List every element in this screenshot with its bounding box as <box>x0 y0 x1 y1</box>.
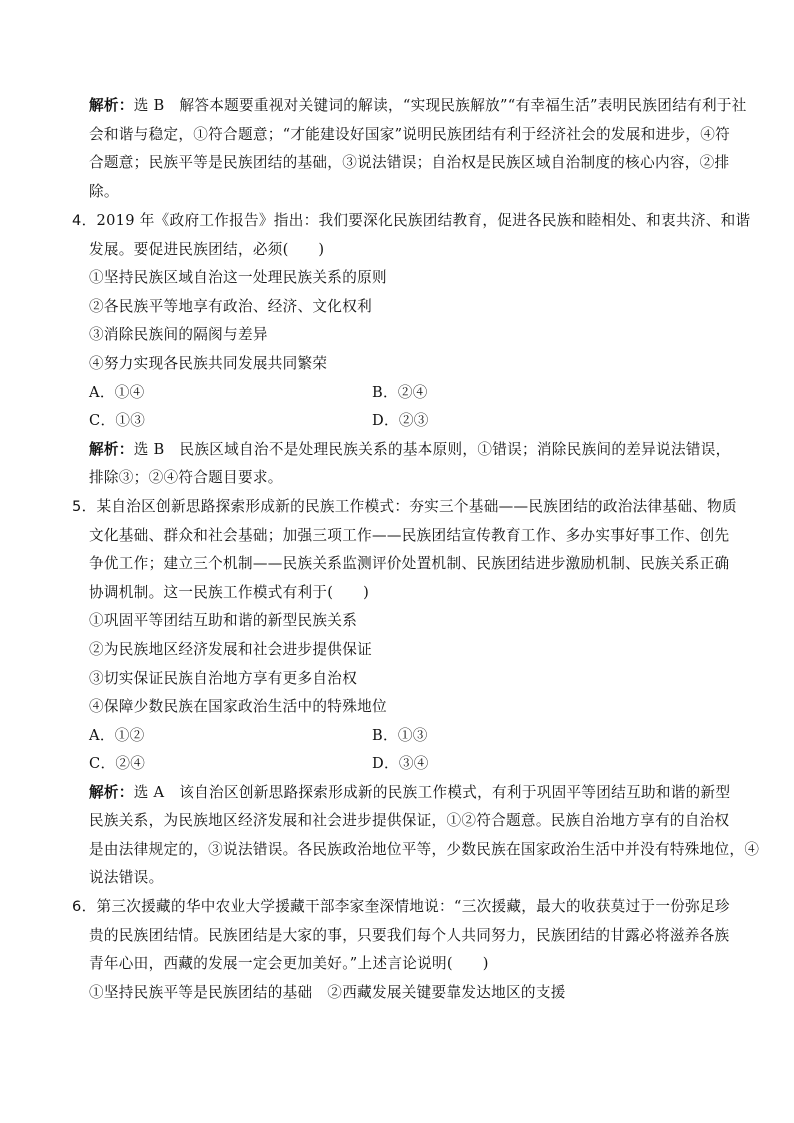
question-number: 6． <box>72 898 97 915</box>
question-5-stem-line-4: 协调机制。这一民族工作模式有利于( ) <box>89 584 370 601</box>
question-4-analysis-line-2: 排除③；②④符合题目要求。 <box>89 469 283 486</box>
question-4-option-1: ①坚持民族区域自治这一处理民族关系的原则 <box>89 269 387 286</box>
question-6-stem-line-1: 6．第三次援藏的华中农业大学援藏干部李家奎深情地说：“三次援藏，最大的收获莫过于一份弥足珍 <box>72 898 730 915</box>
analysis-label: 解析： <box>89 441 134 458</box>
question-number: 4． <box>72 212 97 229</box>
question-5-choice-a: A．①② <box>89 727 145 744</box>
analysis-label: 解析： <box>89 97 134 114</box>
analysis-answer: 选 B <box>133 97 165 114</box>
question-5-analysis-line-4: 说法错误。 <box>89 869 164 886</box>
question-5-analysis-line-2: 民族关系，为民族地区经济发展和社会进步提供保证，①②符合题意。民族自治地方享有的自治权 <box>89 812 730 829</box>
question-4-option-3: ③消除民族间的隔阂与差异 <box>89 326 268 343</box>
analysis-answer: 选 A <box>133 784 165 801</box>
question-6-stem-line-2: 贵的民族团结情。民族团结是大家的事，只要我们每个人共同努力，民族团结的甘露必将滋养各族 <box>89 927 730 944</box>
question-5-choice-b: B．①③ <box>372 727 428 744</box>
question-4-stem-line-2: 发展。要促进民族团结，必须( ) <box>89 241 325 258</box>
question-5-stem-line-3: 争优工作；建立三个机制——民族关系监测评价处置机制、民族团结进步激励机制、民族关系正确 <box>89 555 730 572</box>
question-4-option-4: ④努力实现各民族共同发展共同繁荣 <box>89 355 328 372</box>
question-number: 5． <box>72 498 97 515</box>
question-4-stem-line-1: 4．2019 年《政府工作报告》指出：我们要深化民族团结教育，促进各民族和睦相处、和衷共济、和谐 <box>72 212 751 229</box>
analysis-block-1-line-3: 合题意；民族平等是民族团结的基础，③说法错误；自治权是民族区域自治制度的核心内容，②排 <box>89 154 730 171</box>
question-5-option-2: ②为民族地区经济发展和社会进步提供保证 <box>89 641 372 658</box>
question-5-analysis-line-1: 解析：选 A 该自治区创新思路探索形成新的民族工作模式，有利于巩固平等团结互助和谐的新型 <box>89 784 731 801</box>
analysis-block-1-line-1: 解析：选 B 解答本题要重视对关键词的解读，“实现民族解放”“有幸福生活”表明民族团结有利于社 <box>89 97 747 114</box>
analysis-block-1-line-2: 会和谐与稳定，①符合题意；“才能建设好国家”说明民族团结有利于经济社会的发展和进步，④符 <box>89 126 731 143</box>
question-5-choice-d: D．③④ <box>372 755 429 772</box>
question-6-options-line: ①坚持民族平等是民族团结的基础 ②西藏发展关键要靠发达地区的支援 <box>89 984 566 1001</box>
analysis-block-1-line-4: 除。 <box>89 183 119 200</box>
question-4-choice-b: B．②④ <box>372 384 428 401</box>
question-5-option-4: ④保障少数民族在国家政治生活中的特殊地位 <box>89 698 387 715</box>
question-5-stem-line-1: 5．某自治区创新思路探索形成新的民族工作模式：夯实三个基础——民族团结的政治法律基础、物质 <box>72 498 737 515</box>
question-5-choice-c: C．②④ <box>89 755 146 772</box>
question-5-stem-line-2: 文化基础、群众和社会基础；加强三项工作——民族团结宣传教育工作、多办实事好事工作、创先 <box>89 527 730 544</box>
question-5-analysis-line-3: 是由法律规定的，③说法错误。各民族政治地位平等，少数民族在国家政治生活中并没有特殊地位，④ <box>89 841 760 858</box>
question-4-choice-d: D．②③ <box>372 412 429 429</box>
question-4-choice-a: A．①④ <box>89 384 145 401</box>
analysis-answer: 选 B <box>133 441 165 458</box>
analysis-label: 解析： <box>89 784 134 801</box>
question-4-analysis-line-1: 解析：选 B 民族区域自治不是处理民族关系的基本原则，①错误；消除民族间的差异说法错误， <box>89 441 731 458</box>
question-6-stem-line-3: 青年心田，西藏的发展一定会更加美好。”上述言论说明( ) <box>89 955 489 972</box>
question-5-option-3: ③切实保证民族自治地方享有更多自治权 <box>89 670 358 687</box>
question-4-choice-c: C．①③ <box>89 412 146 429</box>
question-5-option-1: ①巩固平等团结互助和谐的新型民族关系 <box>89 612 358 629</box>
question-4-option-2: ②各民族平等地享有政治、经济、文化权利 <box>89 298 372 315</box>
